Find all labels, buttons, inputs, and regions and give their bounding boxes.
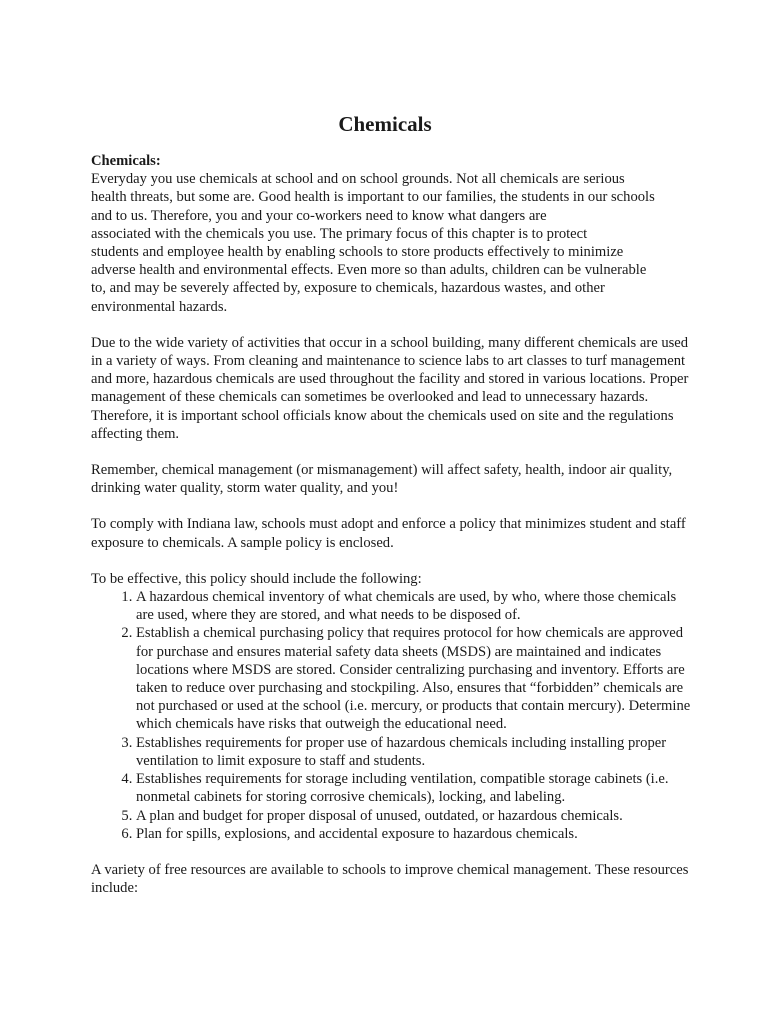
- intro-line: adverse health and environmental effects. Even more so than adults, children can be vulnerable: [91, 262, 647, 279]
- intro-line: and to us. Therefore, you and your co-workers need to know what dangers are: [91, 207, 547, 224]
- resources-paragraph: A variety of free resources are available to schools to improve chemical management. These resources include:: [91, 861, 689, 897]
- list-item: 4. Establishes requirements for storage including ventilation, compatible storage cabinets (i.e. nonmetal cabinets for storing corrosive chemicals), locking, and labeling.: [136, 770, 691, 806]
- list-intro: To be effective, this policy should include the following:: [91, 570, 422, 587]
- list-item: 5. A plan and budget for proper disposal of unused, outdated, or hazardous chemicals.: [136, 807, 691, 825]
- list-item: 3. Establishes requirements for proper use of hazardous chemicals including installing proper ventilation to limit exposure to staff and students.: [136, 734, 691, 770]
- comply-paragraph: To comply with Indiana law, schools must adopt and enforce a policy that minimizes student and staff exposure to chemicals. A sample policy is enclosed.: [91, 516, 686, 551]
- remember-paragraph: Remember, chemical management (or mismanagement) will affect safety, health, indoor air quality, drinking water quality, storm water quality, and you!: [91, 462, 673, 497]
- intro-paragraph: [91, 152, 691, 316]
- intro-line: students and employee health by enabling schools to store products effectively to minimize: [91, 244, 624, 261]
- intro-lines: [91, 171, 655, 314]
- page-title: Chemicals: [338, 112, 432, 136]
- variety-paragraph: Due to the wide variety of activities that occur in a school building, many different chemicals are used in a variety of ways. From cleaning and maintenance to science labs to art classes to turf management and more, hazardous chemicals are used throughout the facility and stored in various locations. Proper management of these chemicals can sometimes be overlooked and lead to unnecessary hazards. Therefore, it is important school officials know about the chemicals used on site and the regulations affecting them.: [91, 334, 689, 442]
- document-body: [91, 152, 691, 915]
- intro-line: Everyday you use chemicals at school and on school grounds. Not all chemicals are serious: [91, 171, 625, 188]
- intro-line: to, and may be severely affected by, exposure to chemicals, hazardous wastes, and other: [91, 280, 605, 297]
- section-heading: Chemicals:: [91, 153, 161, 169]
- policy-requirements-list: [91, 588, 691, 843]
- list-item: 6. Plan for spills, explosions, and accidental exposure to hazardous chemicals.: [136, 825, 691, 843]
- intro-line: environmental hazards.: [91, 298, 228, 315]
- intro-line: health threats, but some are. Good health is important to our families, the students in our schools: [91, 189, 655, 206]
- list-item: 2. Establish a chemical purchasing policy that requires protocol for how chemicals are approved for purchase and ensures material safety data sheets (MSDS) are maintained and indicates locations where MSDS are stored. Consider centralizing purchasing and inventory. Efforts are taken to reduce over purchasing and stockpiling. Also, ensures that “forbidden” chemicals are not purchased or used at the school (i.e. mercury, or products that contain mercury). Determine which chemicals have risks that outweigh the educational need.: [136, 624, 691, 733]
- intro-line: associated with the chemicals you use. The primary focus of this chapter is to protect: [91, 225, 588, 242]
- list-item: 1. A hazardous chemical inventory of what chemicals are used, by who, where those chemicals are used, where they are stored, and what needs to be disposed of.: [136, 588, 691, 624]
